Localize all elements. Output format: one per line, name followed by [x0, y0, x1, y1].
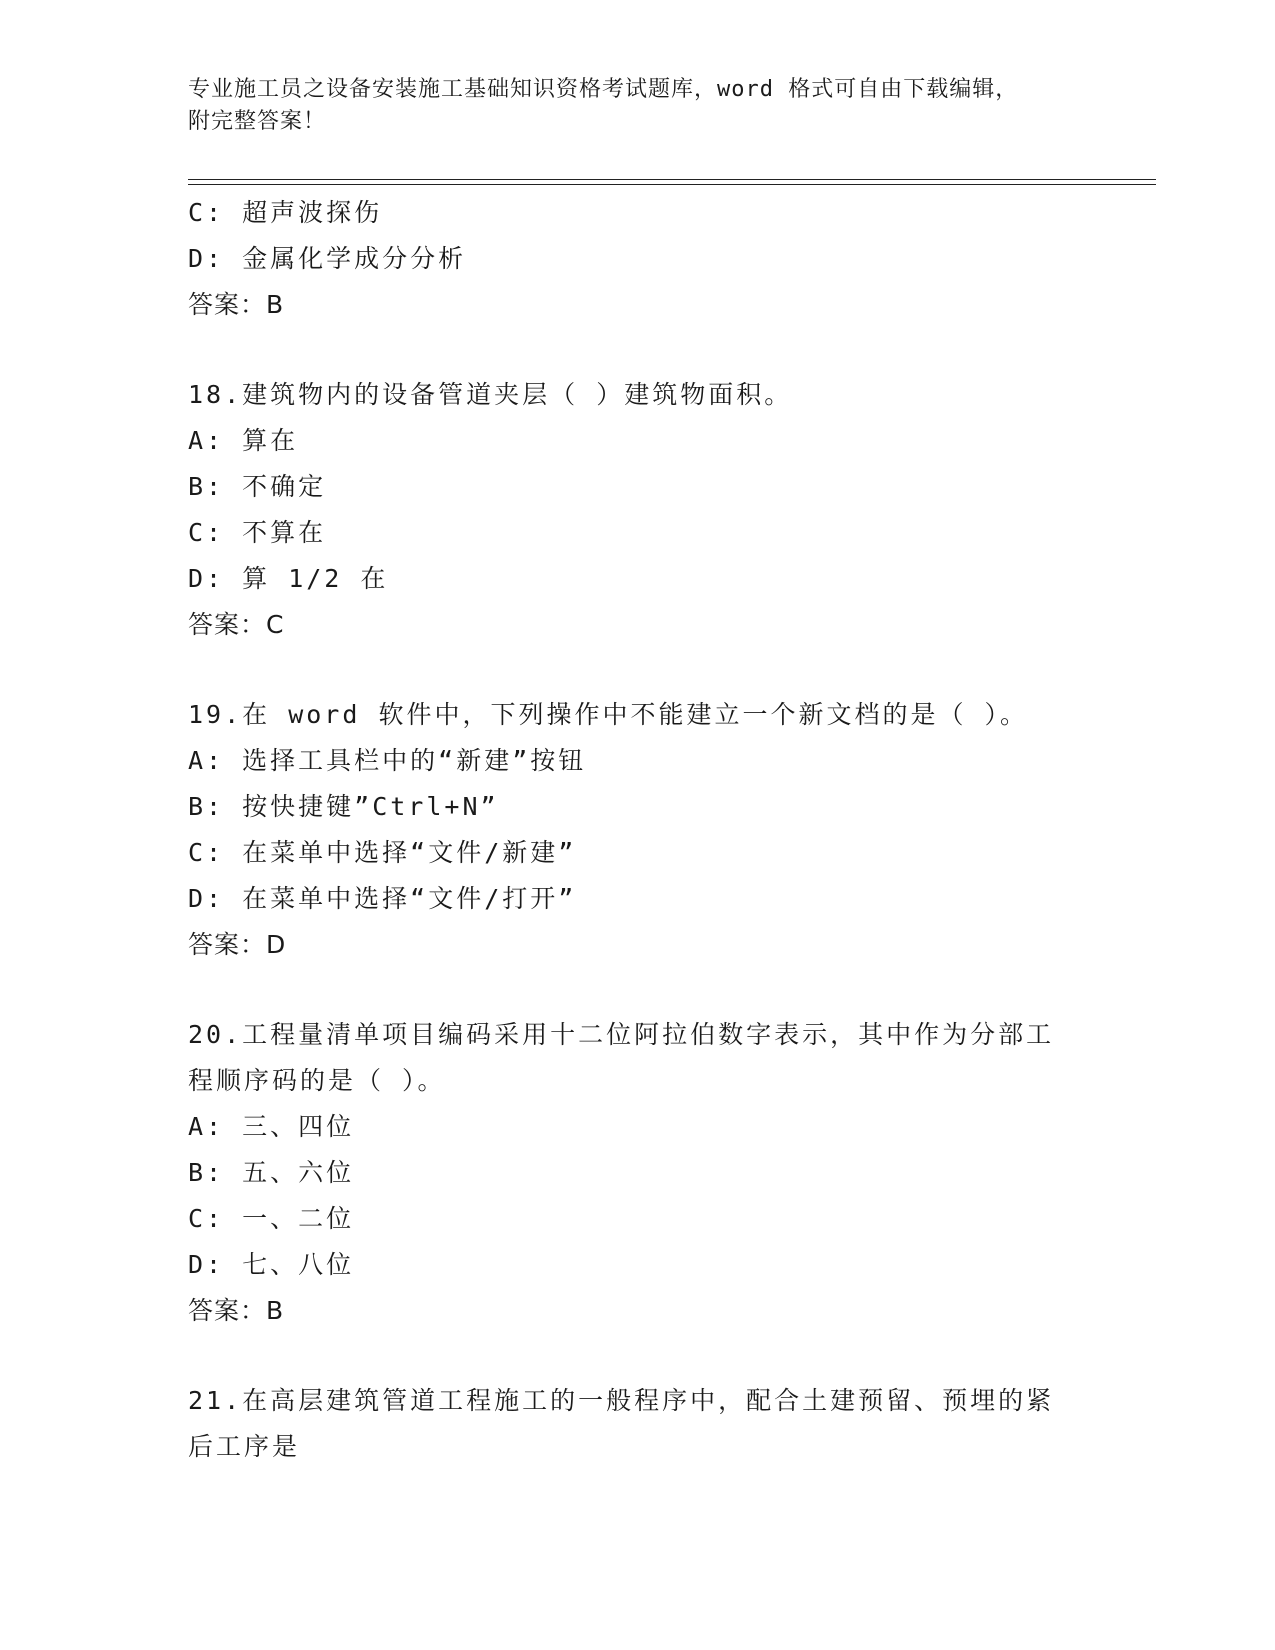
question-text-line-2: 程顺序码的是（ ）。 — [188, 1066, 446, 1095]
answer: 答案：D — [188, 930, 287, 959]
option-b: B: 按快捷键”Ctrl+N” — [188, 792, 499, 821]
question-text-line-1: 20.工程量清单项目编码采用十二位阿拉伯数字表示，其中作为分部工 — [188, 1020, 1055, 1049]
question-text-line-2: 后工序是 — [188, 1432, 301, 1461]
option-a: A: 算在 — [188, 426, 299, 455]
answer: 答案：C — [188, 610, 285, 639]
header-line-1: 专业施工员之设备安装施工基础知识资格考试题库，word 格式可自由下载编辑， — [188, 77, 1019, 102]
question-text-line-1: 21.在高层建筑管道工程施工的一般程序中，配合土建预留、预埋的紧 — [188, 1386, 1055, 1415]
option-d: D: 七、八位 — [188, 1250, 355, 1279]
header-rule-bottom — [188, 184, 1156, 185]
answer: 答案：B — [188, 1296, 285, 1325]
question-text: 18.建筑物内的设备管道夹层（ ）建筑物面积。 — [188, 380, 793, 409]
answer: 答案：B — [188, 290, 285, 319]
option-d: D: 金属化学成分分析 — [188, 244, 467, 273]
question-18 — [188, 372, 1088, 648]
question-20 — [188, 1012, 1088, 1334]
header-rule-top — [188, 179, 1156, 180]
document-body — [188, 190, 1088, 1470]
question-text: 19.在 word 软件中，下列操作中不能建立一个新文档的是（ ）。 — [188, 700, 1029, 729]
option-d: D: 算 1/2 在 — [188, 564, 389, 593]
question-21 — [188, 1378, 1088, 1470]
option-c: C: 一、二位 — [188, 1204, 355, 1233]
option-c: C: 不算在 — [188, 518, 327, 547]
option-c: C: 在菜单中选择“文件/新建” — [188, 838, 577, 867]
option-a: A: 三、四位 — [188, 1112, 355, 1141]
option-d: D: 在菜单中选择“文件/打开” — [188, 884, 577, 913]
question-17-tail — [188, 190, 1088, 328]
question-19 — [188, 692, 1088, 968]
header-line-2: 附完整答案！ — [188, 109, 327, 134]
option-b: B: 五、六位 — [188, 1158, 355, 1187]
document-header — [188, 74, 1088, 138]
option-c: C: 超声波探伤 — [188, 198, 383, 227]
option-b: B: 不确定 — [188, 472, 327, 501]
option-a: A: 选择工具栏中的“新建”按钮 — [188, 746, 587, 775]
